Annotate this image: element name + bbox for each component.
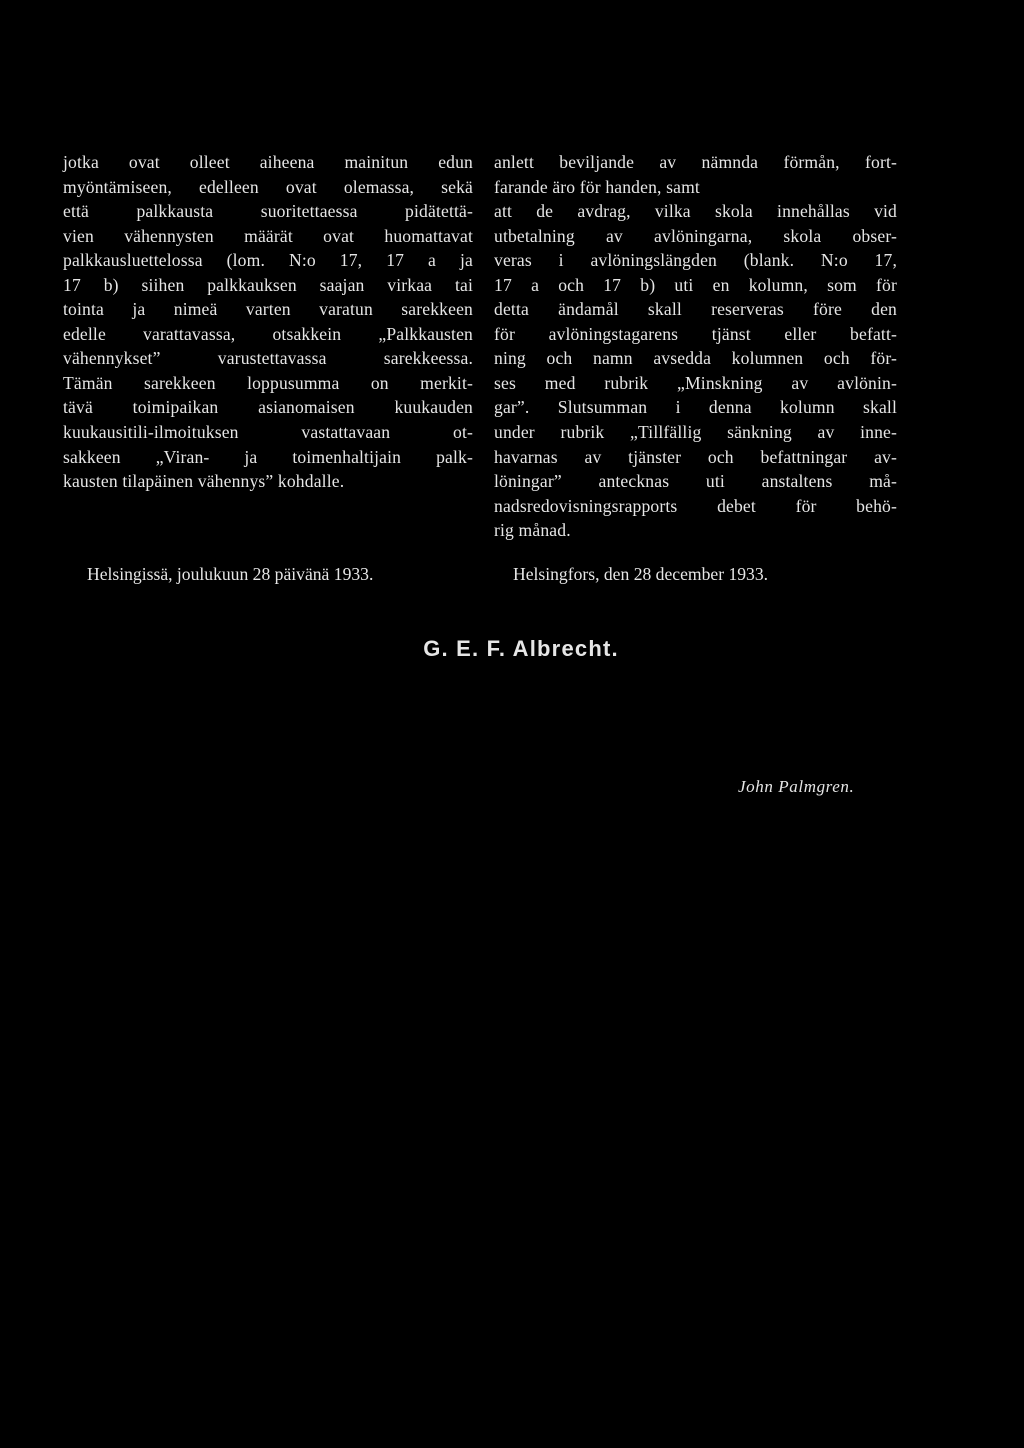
text-line: löningar” antecknas uti anstaltens må- <box>494 471 897 492</box>
finnish-text-column <box>63 150 473 494</box>
text-line: kuukausitili-ilmoituksen vastattavaan ot- <box>63 422 473 443</box>
text-line: tointa ja nimeä varten varatun sarekkeen <box>63 299 473 320</box>
text-line: havarnas av tjänster och befattningar av- <box>494 446 897 467</box>
text-line: utbetalning av avlöningarna, skola obser- <box>494 225 897 246</box>
text-line: vähennykset” varustettavassa sarekkeessa. <box>63 348 473 369</box>
text-line: edelle varattavassa, otsakkein „Palkkausten <box>63 323 473 344</box>
text-line: että palkkausta suoritettaessa pidätettä- <box>63 201 473 222</box>
text-line: 17 b) siihen palkkauksen saajan virkaa tai <box>63 274 473 295</box>
text-line: nadsredovisningsrapports debet för behö- <box>494 495 897 516</box>
text-line: för avlöningstagarens tjänst eller befatt- <box>494 323 897 344</box>
text-line: ning och namn avsedda kolumnen och för- <box>494 348 897 369</box>
finnish-dateline: Helsingissä, joulukuun 28 päivänä 1933. <box>87 564 374 584</box>
text-line: tävä toimipaikan asianomaisen kuukauden <box>63 397 473 418</box>
text-line: 17 a och 17 b) uti en kolumn, som för <box>494 274 897 295</box>
text-line: kausten tilapäinen vähennys” kohdalle. <box>63 471 345 492</box>
swedish-dateline: Helsingfors, den 28 december 1933. <box>513 564 769 584</box>
text-line: detta ändamål skall reserveras före den <box>494 299 897 320</box>
text-line: under rubrik „Tillfällig sänkning av inne- <box>494 422 897 443</box>
swedish-text-column <box>494 150 897 543</box>
text-line: jotka ovat olleet aiheena mainitun edun <box>63 152 473 172</box>
text-line: palkkausluettelossa (lom. N:o 17, 17 a ja <box>63 250 473 271</box>
text-line: farande äro för handen, samt <box>494 176 700 197</box>
text-line: rig månad. <box>494 520 571 541</box>
text-line: sakkeen „Viran- ja toimenhaltijain palk- <box>63 446 473 467</box>
text-line: Tämän sarekkeen loppusumma on merkit- <box>63 372 473 393</box>
text-line: vien vähennysten määrät ovat huomattavat <box>63 225 473 246</box>
text-line: gar”. Slutsumman i denna kolumn skall <box>494 397 897 418</box>
text-line: anlett beviljande av nämnda förmån, fort- <box>494 152 897 172</box>
signature-second: John Palmgren. <box>738 777 855 796</box>
text-line: veras i avlöningslängden (blank. N:o 17, <box>494 250 897 271</box>
signature-main: G. E. F. Albrecht. <box>423 636 619 661</box>
text-line: myöntämiseen, edelleen ovat olemassa, sekä <box>63 176 473 197</box>
text-line: att de avdrag, vilka skola innehållas vid <box>494 201 897 222</box>
text-line: ses med rubrik „Minskning av avlönin- <box>494 372 897 393</box>
